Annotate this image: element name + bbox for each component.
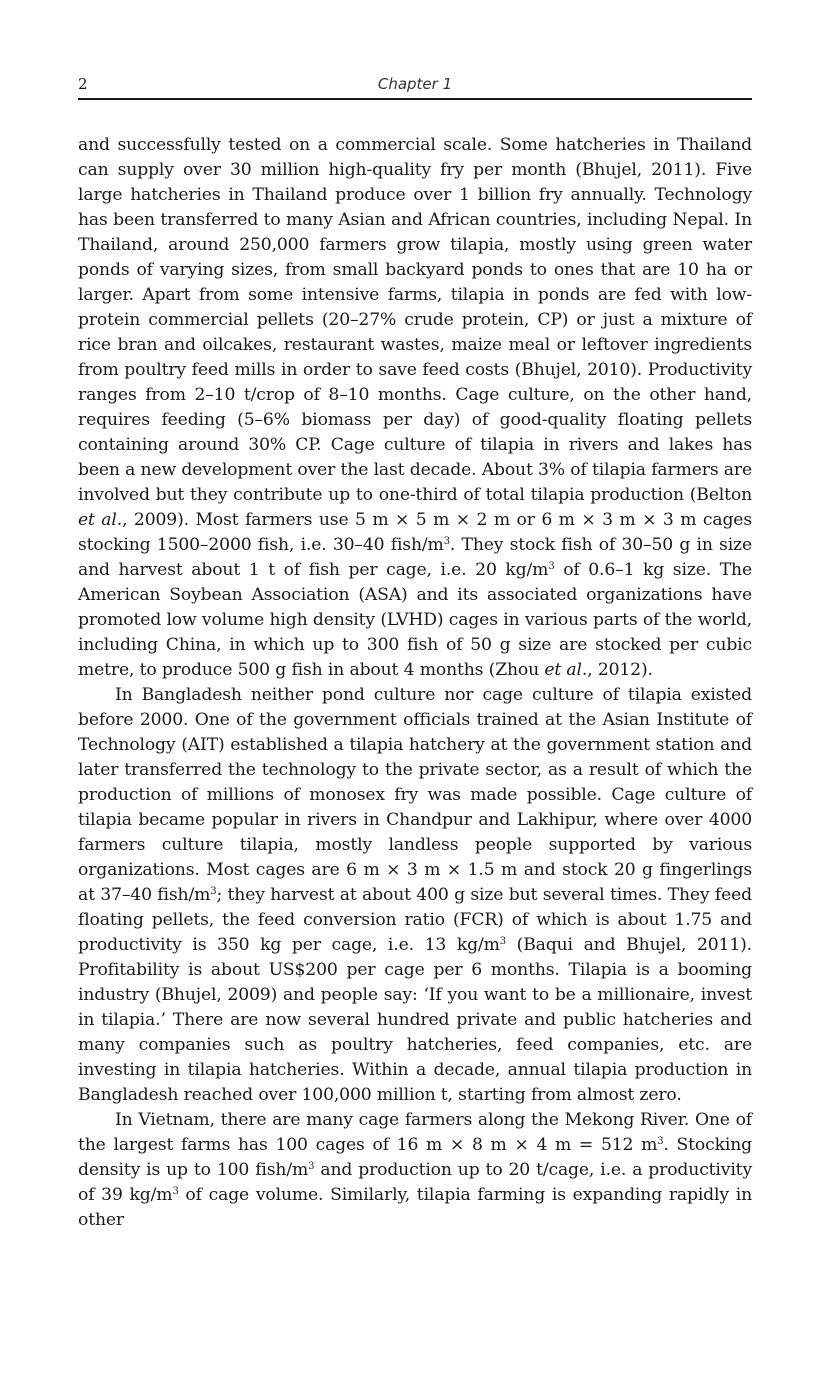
italic-text: et al [78, 510, 117, 530]
superscript: 3 [499, 936, 506, 947]
superscript: 3 [210, 886, 217, 897]
paragraph-1 [78, 133, 752, 683]
superscript: 3 [548, 561, 555, 572]
superscript: 3 [172, 1186, 179, 1197]
text-run: ., 2012). [581, 660, 653, 680]
text-run: and production up to 20 t/cage, i.e. a productivity of 39 kg/m [78, 1160, 753, 1205]
text-run: In Bangladesh neither pond culture nor cage culture of tilapia existed before 2000. One of the government officials trained at the Asian Institute of Technology (AIT) established a tilapia hatchery at the government station and later transferred the technology to the private sector, as a result of which the production of millions of monosex fry was made possible. Cage culture of tilapia became popular in rivers in Chandpur and Lakhipur, where over 4000 farmers culture tilapia, mostly landless people supported by various organizations. Most cages are 6 m × 3 m × 1.5 m and stock 20 g fingerlings at 37–40 fish/m [78, 685, 752, 905]
body-text [78, 133, 752, 1233]
text-run: ; they harvest at about 400 g size but several times. They feed floating pellets, the feed conversion ratio (FCR) of which is about 1.75 and productivity is 350 kg per cage, i.e. 13 kg/m [78, 885, 752, 955]
text-run: . They stock fish of 30–50 g in size and harvest about 1 t of fish per cage, i.e. 20 kg/m [78, 535, 752, 580]
paragraph-2 [78, 683, 752, 1108]
text-run: In Vietnam, there are many cage farmers along the Mekong River. One of the largest farms has 100 cages of 16 m × 8 m × 4 m = 512 m [78, 1110, 752, 1155]
running-header [78, 74, 752, 100]
text-run: of 0.6–1 kg size. The American Soybean Association (ASA) and its associated organizations have promoted low volume high density (LVHD) cages in various parts of the world, including China, in which up to 300 fish of 50 g size are stocked per cubic metre, to produce 500 g fish in about 4 months (Zhou [78, 560, 752, 680]
italic-text: et al [544, 660, 582, 680]
paragraph-3 [78, 1108, 752, 1233]
text-run: ., 2009). Most farmers use 5 m × 5 m × 2 m or 6 m × 3 m × 3 m cages stocking 1500–2000 fish, i.e. 30–40 fish/m [78, 510, 753, 555]
page-number: 2 [78, 75, 88, 93]
chapter-title: Chapter 1 [377, 75, 453, 93]
text-run: . Stocking density is up to 100 fish/m [78, 1135, 752, 1180]
text-run: of cage volume. Similarly, tilapia farming is expanding rapidly in other [78, 1185, 752, 1230]
text-run: (Baqui and Bhujel, 2011). Profitability is about US$200 per cage per 6 months. Tilapia is a booming industry (Bhujel, 2009) and people say: ‘If you want to be a millionaire, invest in tilapia.’ There are now several hundred private and public hatcheries and many companies such as poultry hatcheries, feed companies, etc. are investing in tilapia hatcheries. Within a decade, annual tilapia production in Bangladesh reached over 100,000 million t, starting from almost zero. [78, 935, 752, 1105]
superscript: 3 [657, 1136, 664, 1147]
superscript: 3 [443, 536, 450, 547]
text-run: and successfully tested on a commercial scale. Some hatcheries in Thailand can supply over 30 million high-quality fry per month (Bhujel, 2011). Five large hatcheries in Thailand produce over 1 billion fry annually. Technology has been transferred to many Asian and African countries, including Nepal. In Thailand, around 250,000 farmers grow tilapia, mostly using green water ponds of varying sizes, from small backyard ponds to ones that are 10 ha or larger. Apart from some intensive farms, tilapia in ponds are fed with low-protein commercial pellets (20–27% crude protein, CP) or just a mixture of rice bran and oilcakes, restaurant wastes, maize meal or leftover ingredients from poultry feed mills in order to save feed costs (Bhujel, 2010). Productivity ranges from 2–10 t/crop of 8–10 months. Cage culture, on the other hand, requires feeding (5–6% biomass per day) of good-quality floating pellets containing around 30% CP. Cage culture of tilapia in rivers and lakes has been a new development over the last decade. About 3% of tilapia farmers are involved but they contribute up to one-third of total tilapia production (Belton [78, 135, 752, 505]
superscript: 3 [308, 1161, 315, 1172]
